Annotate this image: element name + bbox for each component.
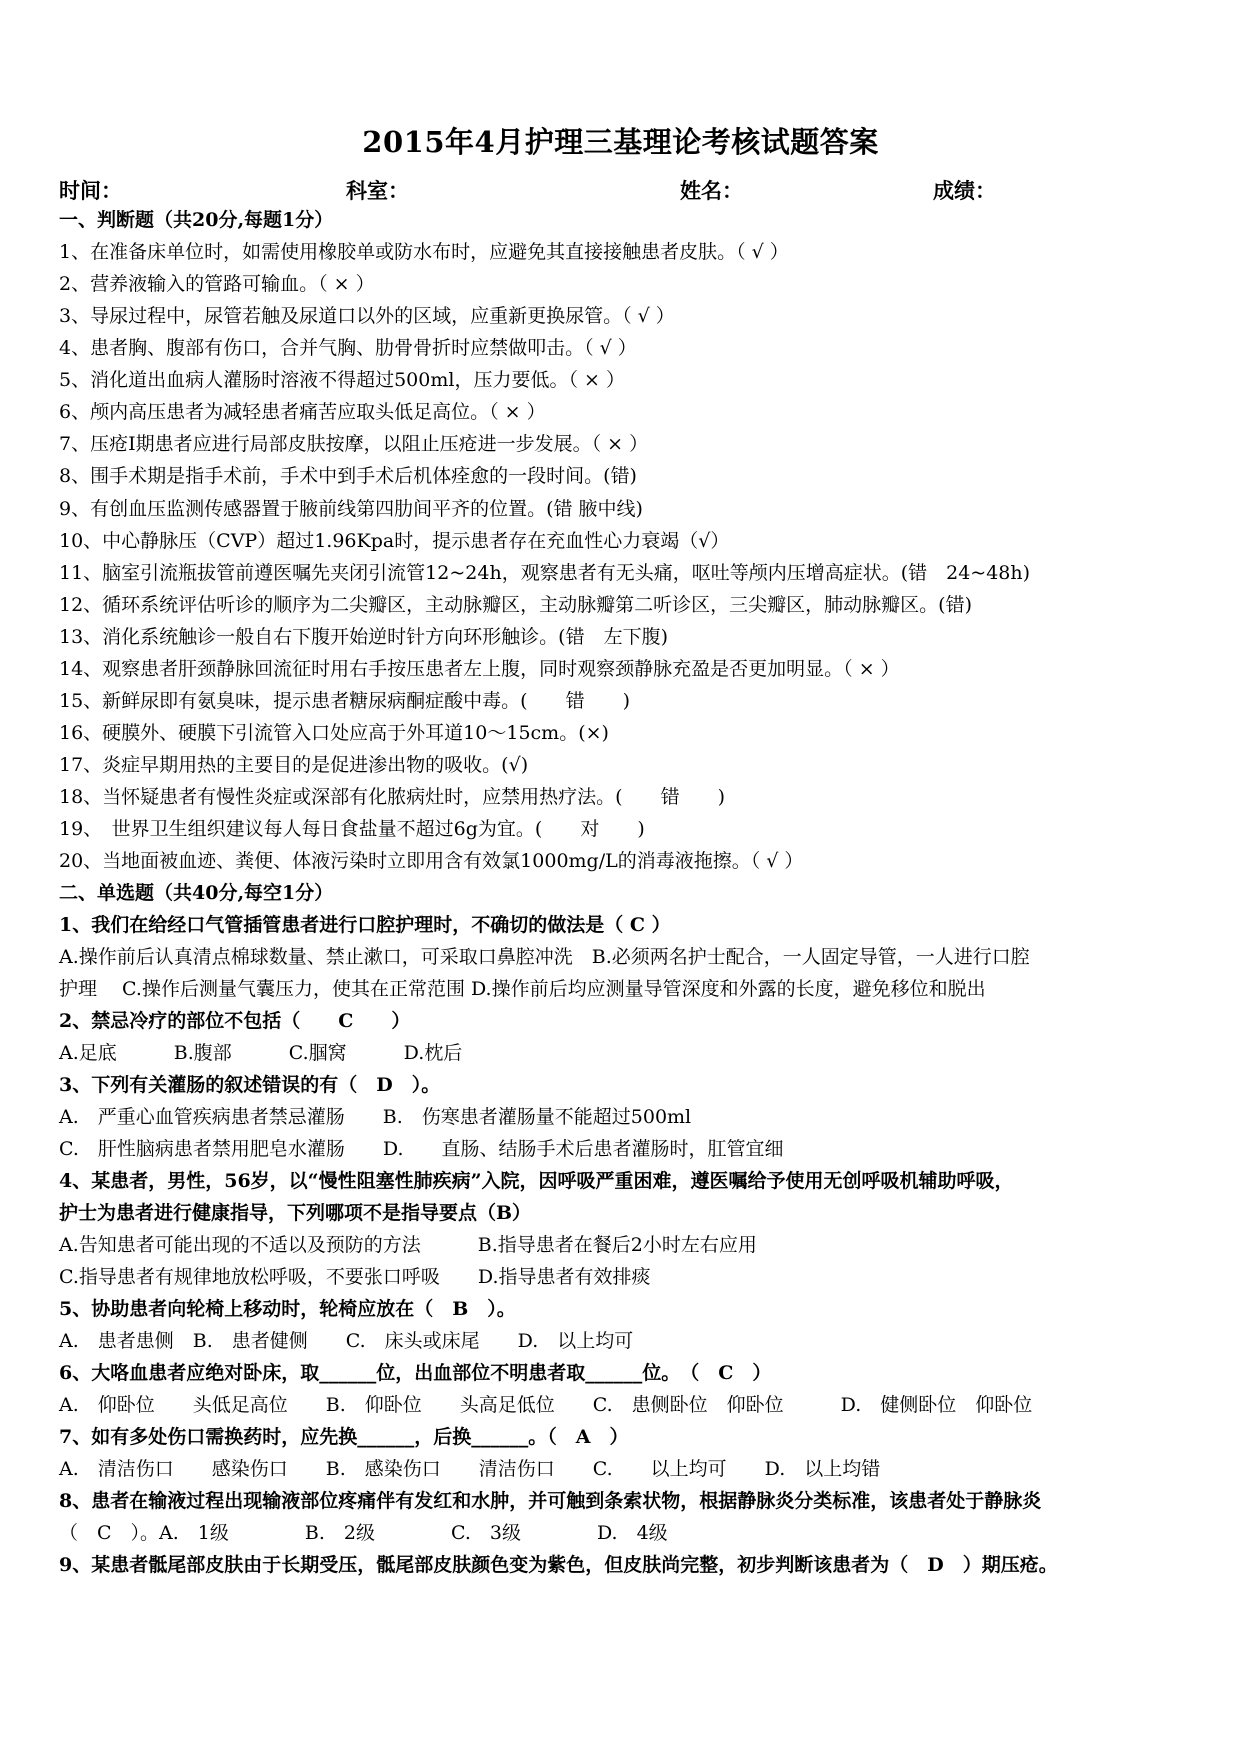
judgment-item: 16、硬膜外、硬膜下引流管入口处应高于外耳道10～15cm。(×): [59, 722, 609, 744]
judgment-item: 1、在准备床单位时，如需使用橡胶单或防水布时，应避免其直接接触患者皮肤。（ √ ）: [59, 241, 789, 263]
section2-heading: 二、单选题（共40分,每空1分）: [59, 882, 334, 904]
judgment-item: 8、围手术期是指手术前，手术中到手术后机体痊愈的一段时间。(错): [59, 465, 637, 487]
question-stem: 7、如有多处伤口需换药时，应先换______，后换______。（ A ）: [59, 1426, 629, 1448]
question-stem: 2、禁忌冷疗的部位不包括（ C ）: [59, 1010, 411, 1032]
question-stem: 3、下列有关灌肠的叙述错误的有（ D ）。: [59, 1074, 441, 1096]
judgment-item: 15、新鲜尿即有氨臭味，提示患者糖尿病酮症酸中毒。( 错 ): [59, 690, 631, 712]
judgment-item: 9、有创血压监测传感器置于腋前线第四肋间平齐的位置。(错 腋中线): [59, 498, 643, 520]
dept-field-label: 科室：: [346, 178, 409, 203]
question-options: 护理 C.操作后测量气囊压力，使其在正常范围 D.操作前后均应测量导管深度和外露的长度，避免移位和脱出: [59, 978, 986, 1000]
question-stem: 5、协助患者向轮椅上移动时，轮椅应放在（ B ）。: [59, 1298, 516, 1320]
question-stem: 护士为患者进行健康指导，下列哪项不是指导要点（B）: [59, 1202, 532, 1224]
judgment-item: 7、压疮Ⅰ期患者应进行局部皮肤按摩，以阻止压疮进一步发展。（ × ）: [59, 433, 649, 455]
score-field-label: 成绩：: [933, 178, 996, 203]
judgment-item: 2、营养液输入的管路可输血。（ × ）: [59, 273, 375, 295]
judgment-item: 17、炎症早期用热的主要目的是促进渗出物的吸收。(√): [59, 754, 529, 776]
question-options: A.告知患者可能出现的不适以及预防的方法 B.指导患者在餐后2小时左右应用: [59, 1234, 757, 1256]
judgment-item: 20、当地面被血迹、粪便、体液污染时立即用含有效氯1000mg/L的消毒液拖擦。（ √ ）: [59, 850, 804, 872]
question-options: A. 严重心血管疾病患者禁忌灌肠 B. 伤寒患者灌肠量不能超过500ml: [59, 1106, 692, 1128]
judgment-item: 13、消化系统触诊一般自右下腹开始逆时针方向环形触诊。(错 左下腹): [59, 626, 669, 648]
judgment-item: 5、消化道出血病人灌肠时溶液不得超过500ml，压力要低。（ × ）: [59, 369, 625, 391]
question-options: A. 仰卧位 头低足高位 B. 仰卧位 头高足低位 C. 患侧卧位 仰卧位 D. 健侧卧位 仰卧位: [59, 1394, 1033, 1416]
question-options: A. 清洁伤口 感染伤口 B. 感染伤口 清洁伤口 C. 以上均可 D. 以上均错: [59, 1458, 881, 1480]
section1-heading: 一、判断题（共20分,每题1分）: [59, 209, 334, 231]
judgment-item: 4、患者胸、腹部有伤口，合并气胸、肋骨骨折时应禁做叩击。（ √ ）: [59, 337, 637, 359]
question-options: A.足底 B.腹部 C.腘窝 D.枕后: [59, 1042, 463, 1064]
judgment-item: 14、观察患者肝颈静脉回流征时用右手按压患者左上腹，同时观察颈静脉充盈是否更加明显。（ × ）: [59, 658, 900, 680]
judgment-item: 19、 世界卫生组织建议每人每日食盐量不超过6g为宜。( 对 ): [59, 818, 645, 840]
question-stem: 9、某患者骶尾部皮肤由于长期受压，骶尾部皮肤颜色变为紫色，但皮肤尚完整，初步判断该患者为（ D ）期压疮。: [59, 1554, 1058, 1576]
question-options: A. 患者患侧 B. 患者健侧 C. 床头或床尾 D. 以上均可: [59, 1330, 634, 1352]
question-options: C.指导患者有规律地放松呼吸，不要张口呼吸 D.指导患者有效排痰: [59, 1266, 651, 1288]
name-field-label: 姓名：: [680, 178, 743, 203]
judgment-item: 18、当怀疑患者有慢性炎症或深部有化脓病灶时，应禁用热疗法。( 错 ): [59, 786, 726, 808]
judgment-item: 11、脑室引流瓶拔管前遵医嘱先夹闭引流管12~24h，观察患者有无头痛，呕吐等颅内压增高症状。(错 24~48h): [59, 562, 1031, 584]
question-options: C. 肝性脑病患者禁用肥皂水灌肠 D. 直肠、结肠手术后患者灌肠时，肛管宜细: [59, 1138, 784, 1160]
judgment-item: 10、中心静脉压（CVP）超过1.96Kpa时，提示患者存在充血性心力衰竭（√）: [59, 530, 730, 552]
question-options: A.操作前后认真清点棉球数量、禁止漱口，可采取口鼻腔冲洗 B.必须两名护士配合，一人固定导管，一人进行口腔: [59, 946, 1030, 968]
judgment-item: 3、导尿过程中，尿管若触及尿道口以外的区域，应重新更换尿管。（ √ ）: [59, 305, 675, 327]
question-stem: 8、患者在输液过程出现输液部位疼痛伴有发红和水肿，并可触到条索状物，根据静脉炎分类标准，该患者处于静脉炎: [59, 1490, 1042, 1512]
time-field-label: 时间：: [59, 178, 122, 203]
document-title: 2015年4月护理三基理论考核试题答案: [362, 125, 879, 159]
question-options: （ C ）。A. 1级 B. 2级 C. 3级 D. 4级: [59, 1522, 668, 1544]
question-stem: 1、我们在给经口气管插管患者进行口腔护理时，不确切的做法是（ C ）: [59, 914, 671, 936]
judgment-item: 12、循环系统评估听诊的顺序为二尖瓣区，主动脉瓣区，主动脉瓣第二听诊区，三尖瓣区，肺动脉瓣区。(错): [59, 594, 973, 616]
question-stem: 6、大咯血患者应绝对卧床，取______位，出血部位不明患者取______位。 （ C ）: [59, 1362, 772, 1384]
question-stem: 4、某患者，男性，56岁，以“慢性阻塞性肺疾病”入院，因呼吸严重困难，遵医嘱给予使用无创呼吸机辅助呼吸，: [59, 1170, 1014, 1192]
judgment-item: 6、颅内高压患者为减轻患者痛苦应取头低足高位。（ × ）: [59, 401, 546, 423]
